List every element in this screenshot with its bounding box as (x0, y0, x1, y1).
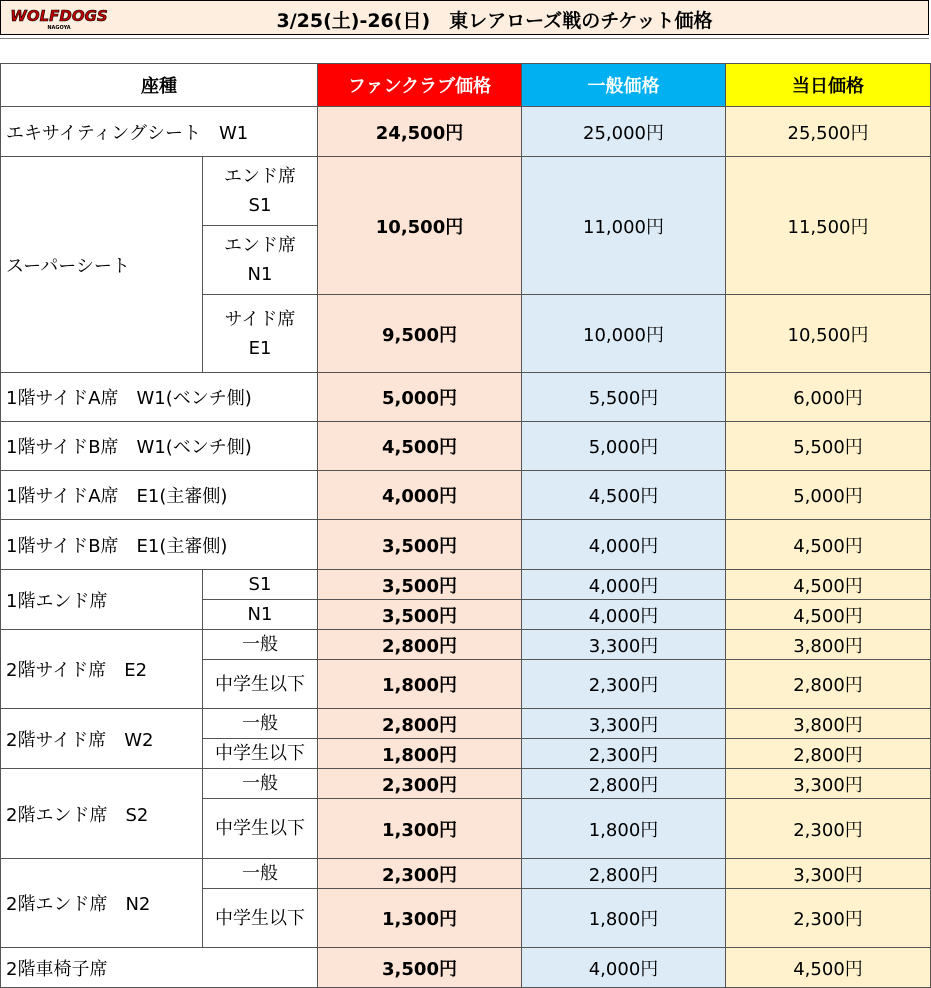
fanclub-price: 2,300円 (318, 769, 522, 799)
table-row (1, 107, 931, 157)
general-price: 2,300円 (522, 739, 726, 769)
general-price: 25,000円 (522, 107, 726, 157)
table-row (1, 471, 931, 520)
sub-seat: 一般 (203, 709, 318, 739)
general-price: 2,800円 (522, 769, 726, 799)
general-price: 2,300円 (522, 660, 726, 709)
general-price: 5,000円 (522, 422, 726, 471)
day-price: 4,500円 (726, 520, 931, 570)
seat-name: 2階車椅子席 (1, 948, 318, 988)
table-row (1, 520, 931, 570)
seat-name: 1階エンド席 (1, 570, 203, 630)
table-row (1, 570, 931, 600)
seat-name: 1階サイドA席 W1(ベンチ側) (1, 373, 318, 422)
day-price: 4,500円 (726, 600, 931, 630)
page-title: 3/25(土)-26(日) 東レアローズ戦のチケット価格 (276, 10, 713, 32)
general-price: 3,300円 (522, 630, 726, 660)
fanclub-price: 5,000円 (318, 373, 522, 422)
sub-seat (203, 226, 318, 295)
sub-seat: S1 (203, 570, 318, 600)
fanclub-price: 3,500円 (318, 570, 522, 600)
sub-seat-label: エンド席 (224, 166, 296, 187)
seat-name: 1階サイドA席 E1(主審側) (1, 471, 318, 520)
day-price: 2,300円 (726, 889, 931, 948)
sub-seat: 一般 (203, 859, 318, 889)
fanclub-price: 10,500円 (318, 157, 522, 295)
divider (0, 38, 929, 39)
day-price: 5,000円 (726, 471, 931, 520)
logo-subtext: NAGOYA (47, 25, 71, 31)
sub-seat: 一般 (203, 630, 318, 660)
general-price: 4,000円 (522, 520, 726, 570)
table-row (1, 948, 931, 988)
sub-seat (203, 295, 318, 373)
day-price: 3,800円 (726, 709, 931, 739)
seat-name: 2階サイド席 W2 (1, 709, 203, 769)
sub-seat: 中学生以下 (203, 889, 318, 948)
day-price: 2,300円 (726, 799, 931, 859)
logo-text: WOLFDOGS (10, 7, 108, 25)
table-row (1, 630, 931, 660)
col-header-fanclub: ファンクラブ価格 (318, 64, 522, 107)
fanclub-price: 4,500円 (318, 422, 522, 471)
fanclub-price: 4,000円 (318, 471, 522, 520)
col-header-day: 当日価格 (726, 64, 931, 107)
sub-seat: N1 (203, 600, 318, 630)
fanclub-price: 1,300円 (318, 889, 522, 948)
general-price: 11,000円 (522, 157, 726, 295)
table-header-row (1, 64, 931, 107)
table-row (1, 422, 931, 471)
sub-seat: 一般 (203, 769, 318, 799)
general-price: 4,000円 (522, 600, 726, 630)
table-row (1, 709, 931, 739)
day-price: 4,500円 (726, 948, 931, 988)
seat-name: 2階エンド席 N2 (1, 859, 203, 948)
general-price: 4,500円 (522, 471, 726, 520)
sub-seat-code: N1 (247, 264, 273, 285)
col-header-seat: 座種 (1, 64, 318, 107)
sub-seat: 中学生以下 (203, 739, 318, 769)
seat-name: 1階サイドB席 E1(主審側) (1, 520, 318, 570)
fanclub-price: 1,800円 (318, 660, 522, 709)
general-price: 3,300円 (522, 709, 726, 739)
day-price: 25,500円 (726, 107, 931, 157)
col-header-general: 一般価格 (522, 64, 726, 107)
table-row (1, 859, 931, 889)
seat-name: エキサイティングシート W1 (1, 107, 318, 157)
sub-seat-label: エンド席 (224, 235, 296, 256)
table-row (1, 769, 931, 799)
sub-seat (203, 157, 318, 226)
sub-seat-label: サイド席 (224, 308, 296, 330)
fanclub-price: 2,800円 (318, 630, 522, 660)
fanclub-price: 9,500円 (318, 295, 522, 373)
general-price: 10,000円 (522, 295, 726, 373)
fanclub-price: 1,300円 (318, 799, 522, 859)
general-price: 4,000円 (522, 570, 726, 600)
general-price: 5,500円 (522, 373, 726, 422)
seat-name: スーパーシート (1, 157, 203, 373)
day-price: 11,500円 (726, 157, 931, 295)
fanclub-price: 1,800円 (318, 739, 522, 769)
day-price: 6,000円 (726, 373, 931, 422)
table-row (1, 157, 931, 226)
seat-name: 1階サイドB席 W1(ベンチ側) (1, 422, 318, 471)
ticket-price-table (0, 63, 931, 988)
fanclub-price: 3,500円 (318, 520, 522, 570)
day-price: 2,800円 (726, 660, 931, 709)
sub-seat-code: E1 (248, 337, 272, 359)
fanclub-price: 2,300円 (318, 859, 522, 889)
sub-seat: 中学生以下 (203, 660, 318, 709)
day-price: 4,500円 (726, 570, 931, 600)
general-price: 4,000円 (522, 948, 726, 988)
fanclub-price: 2,800円 (318, 709, 522, 739)
day-price: 3,800円 (726, 630, 931, 660)
sub-seat: 中学生以下 (203, 799, 318, 859)
table-row (1, 373, 931, 422)
fanclub-price: 24,500円 (318, 107, 522, 157)
general-price: 1,800円 (522, 889, 726, 948)
title-bar (0, 0, 929, 35)
general-price: 2,800円 (522, 859, 726, 889)
day-price: 2,800円 (726, 739, 931, 769)
sub-seat-code: S1 (248, 195, 272, 216)
day-price: 10,500円 (726, 295, 931, 373)
seat-name: 2階サイド席 E2 (1, 630, 203, 709)
day-price: 3,300円 (726, 859, 931, 889)
seat-name: 2階エンド席 S2 (1, 769, 203, 859)
fanclub-price: 3,500円 (318, 948, 522, 988)
day-price: 5,500円 (726, 422, 931, 471)
fanclub-price: 3,500円 (318, 600, 522, 630)
general-price: 1,800円 (522, 799, 726, 859)
day-price: 3,300円 (726, 769, 931, 799)
